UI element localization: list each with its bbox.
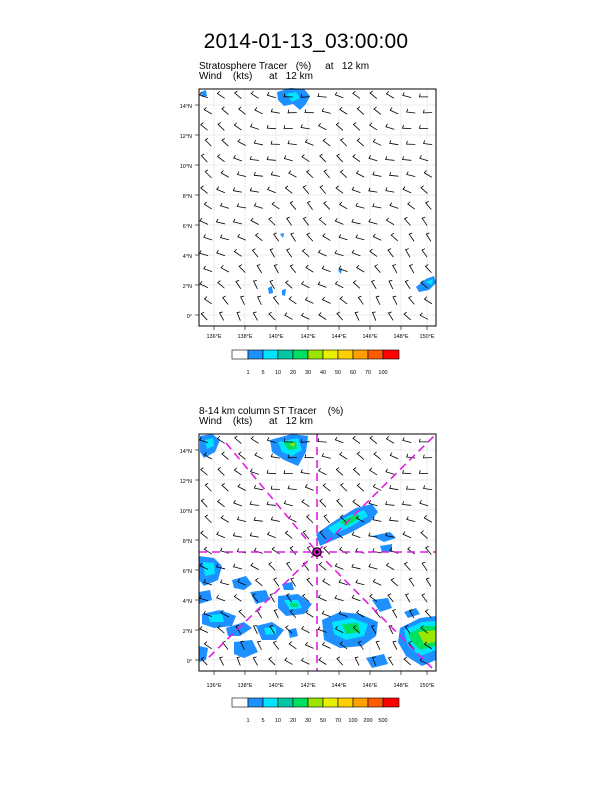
y-tick-label: 10°N [179, 164, 192, 170]
y-tick-label: 14°N [179, 104, 192, 110]
center-marker-dot [315, 550, 319, 554]
x-tick-label: 136°E [206, 683, 222, 689]
colorbar-label: 50 [319, 718, 327, 724]
colorbar-swatch [323, 698, 338, 707]
y-tick-label: 0° [186, 659, 192, 665]
colorbar-label: 50 [334, 370, 342, 376]
colorbar-label: 5 [261, 370, 265, 376]
wind-barb-feather [373, 312, 376, 313]
wind-barb-feather [373, 657, 376, 658]
y-tick-label: 10°N [179, 509, 192, 515]
y-tick-label: 8°N [182, 539, 192, 545]
x-tick-label: 150°E [419, 683, 435, 689]
colorbar-label: 30 [304, 718, 312, 724]
panel-2-subtitle-line2: Wind (kts) at 12 km [199, 416, 313, 427]
panel-2-colorbar [232, 698, 399, 724]
colorbar-label: 1 [246, 718, 250, 724]
colorbar-label: 70 [334, 718, 342, 724]
colorbar-swatch [338, 350, 353, 359]
colorbar-swatch [353, 350, 368, 359]
colorbar-label: 5 [261, 718, 265, 724]
colorbar-label: 20 [289, 718, 297, 724]
colorbar-swatch [368, 698, 383, 707]
colorbar-label: 100 [378, 370, 388, 376]
panel-1-y-tick-labels [180, 104, 192, 320]
y-tick-label: 6°N [182, 569, 192, 575]
panel-2-x-tick-labels [206, 683, 434, 689]
panel-1-x-tick-labels [206, 334, 434, 340]
colorbar-swatch [338, 698, 353, 707]
colorbar-swatch [263, 350, 278, 359]
colorbar-swatch [263, 698, 278, 707]
colorbar-swatch [308, 698, 323, 707]
panel-1-subtitle-line1: Stratosphere Tracer (%) at 12 km [199, 61, 370, 72]
tracer-blob [208, 614, 224, 622]
colorbar-swatch [323, 350, 338, 359]
colorbar-swatch [232, 698, 248, 707]
y-tick-label: 14°N [179, 449, 192, 455]
panel-1-subtitle-line2: Wind (kts) at 12 km [199, 71, 313, 82]
y-tick-label: 4°N [182, 254, 192, 260]
y-tick-label: 4°N [182, 599, 192, 605]
x-tick-label: 140°E [268, 683, 284, 689]
tracer-blob [203, 562, 215, 576]
colorbar-label: 200 [363, 718, 373, 724]
colorbar-swatch [383, 350, 399, 359]
x-tick-label: 148°E [393, 334, 409, 340]
x-tick-label: 138°E [237, 334, 253, 340]
x-tick-label: 146°E [362, 334, 378, 340]
colorbar-swatch [383, 698, 399, 707]
x-tick-label: 136°E [206, 334, 222, 340]
colorbar-swatch [368, 350, 383, 359]
colorbar-swatch [308, 350, 323, 359]
colorbar-label: 20 [289, 370, 297, 376]
wind-barb-feather [237, 312, 240, 313]
colorbar-swatch [232, 350, 248, 359]
x-tick-label: 142°E [300, 334, 316, 340]
y-tick-label: 6°N [182, 224, 192, 230]
colorbar-label: 10 [274, 718, 282, 724]
panel-2-subtitle-line1: 8-14 km column ST Tracer (%) [199, 406, 344, 417]
main-title: 2014-01-13_03:00:00 [203, 30, 409, 53]
x-tick-label: 142°E [300, 683, 316, 689]
y-tick-label: 12°N [179, 479, 192, 485]
colorbar-swatch [248, 350, 263, 359]
y-tick-label: 2°N [182, 284, 192, 290]
x-tick-label: 148°E [393, 683, 409, 689]
wind-barb-feather [301, 94, 302, 97]
wind-barb-feather [237, 657, 240, 658]
colorbar-label: 500 [378, 718, 388, 724]
y-tick-label: 12°N [179, 134, 192, 140]
colorbar-swatch [293, 350, 308, 359]
x-tick-label: 150°E [419, 334, 435, 340]
wind-barb-feather [301, 439, 302, 442]
colorbar-swatch [353, 698, 368, 707]
y-tick-label: 0° [186, 314, 192, 320]
colorbar-label: 10 [274, 370, 282, 376]
y-tick-label: 8°N [182, 194, 192, 200]
x-tick-label: 138°E [237, 683, 253, 689]
panel-2-y-tick-labels [180, 449, 192, 665]
panel-1-colorbar [232, 350, 399, 376]
colorbar-swatch [248, 698, 263, 707]
colorbar-label: 100 [348, 718, 358, 724]
panel-1-map [180, 88, 436, 340]
x-tick-label: 140°E [268, 334, 284, 340]
x-tick-label: 144°E [331, 683, 347, 689]
colorbar-label: 40 [319, 370, 327, 376]
colorbar-label: 70 [364, 370, 372, 376]
colorbar-swatch [278, 350, 293, 359]
colorbar-label: 1 [246, 370, 250, 376]
colorbar-label: 30 [304, 370, 312, 376]
colorbar-swatch [293, 698, 308, 707]
panel-2-map [180, 434, 436, 689]
colorbar-swatch [278, 698, 293, 707]
x-tick-label: 146°E [362, 683, 378, 689]
x-tick-label: 144°E [331, 334, 347, 340]
colorbar-label: 60 [349, 370, 357, 376]
tracer-blob [290, 603, 298, 607]
y-tick-label: 2°N [182, 629, 192, 635]
